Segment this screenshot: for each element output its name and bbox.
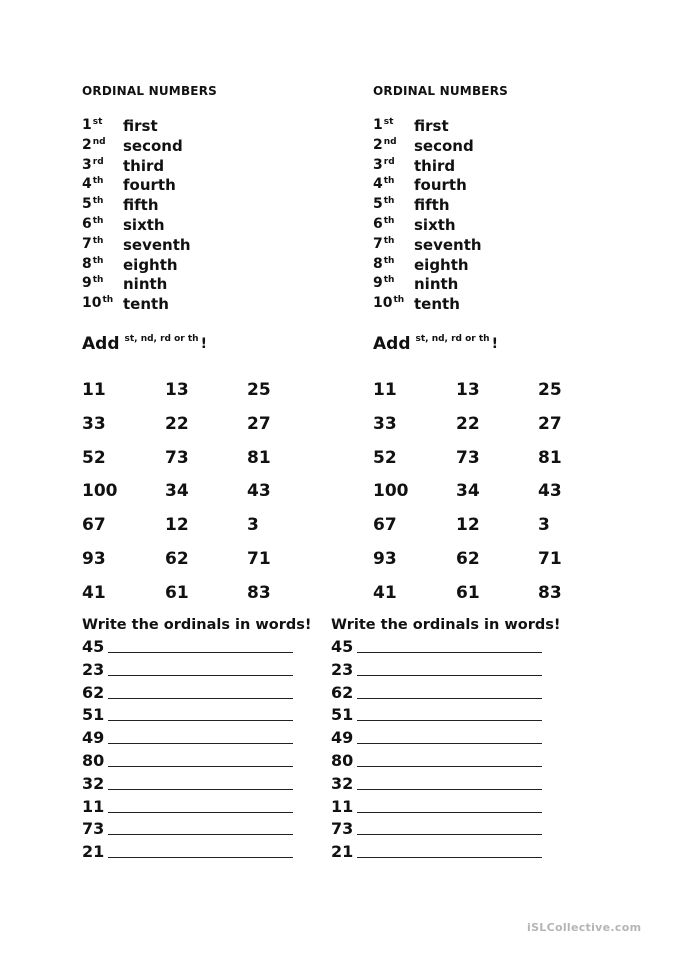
write-number: 62 <box>82 682 105 702</box>
ordinal-number <box>82 176 103 192</box>
ordinal-word: fourth <box>414 176 467 195</box>
grid-number: 34 <box>165 481 189 502</box>
grid-number: 62 <box>456 549 480 569</box>
ordinal-digit: 4 <box>373 176 383 193</box>
ordinal-suffix: th <box>102 295 114 306</box>
answer-blank-line[interactable] <box>357 698 542 699</box>
write-number: 23 <box>82 659 105 679</box>
ordinal-number <box>82 216 103 232</box>
add-suffix-options: st, nd, rd or th <box>124 334 199 344</box>
ordinal-word: second <box>123 136 183 155</box>
write-row <box>82 819 297 841</box>
write-row <box>82 660 297 682</box>
write-number: 45 <box>82 637 105 656</box>
ordinal-number <box>82 256 103 272</box>
ordinal-suffix: nd <box>92 136 106 147</box>
ordinal-digit: 3 <box>82 156 92 173</box>
answer-blank-line[interactable] <box>357 789 542 790</box>
grid-number: 73 <box>456 447 480 468</box>
grid-number: 22 <box>165 413 189 434</box>
ordinal-number <box>82 157 104 173</box>
grid-number: 83 <box>538 582 562 603</box>
ordinal-word: eighth <box>123 255 178 274</box>
ordinal-word: fourth <box>123 176 176 195</box>
grid-number: 25 <box>247 380 271 400</box>
write-row <box>331 751 546 773</box>
ordinal-digit: 7 <box>373 235 383 252</box>
grid-number: 41 <box>82 582 106 603</box>
ordinal-number <box>373 275 394 291</box>
grid-number: 22 <box>456 413 480 434</box>
answer-blank-line[interactable] <box>357 720 542 721</box>
ordinal-suffix: th <box>92 235 104 246</box>
add-instruction <box>82 334 207 354</box>
grid-number: 61 <box>165 582 189 603</box>
ordinal-suffix: nd <box>383 136 397 147</box>
write-section-title: Write the ordinals in words! <box>331 617 561 633</box>
write-number: 32 <box>331 773 354 793</box>
ordinal-word: ninth <box>414 275 459 294</box>
ordinal-word: tenth <box>414 295 460 314</box>
ordinal-number <box>373 196 394 212</box>
write-row <box>82 842 297 864</box>
ordinal-suffix: th <box>92 196 104 207</box>
ordinal-digit: 9 <box>373 275 383 292</box>
grid-number: 62 <box>165 549 189 569</box>
write-number: 80 <box>82 751 105 770</box>
ordinal-suffix: th <box>383 235 395 246</box>
write-section-title: Write the ordinals in words! <box>82 617 312 633</box>
write-number: 49 <box>331 728 354 748</box>
write-row <box>82 797 297 819</box>
write-number: 11 <box>82 796 105 816</box>
grid-number: 52 <box>373 447 397 468</box>
ordinal-word: second <box>414 136 474 155</box>
ordinal-digit: 2 <box>373 136 383 153</box>
ordinal-number <box>373 117 393 133</box>
grid-number: 52 <box>82 447 106 468</box>
ordinal-digit: 10 <box>82 295 102 312</box>
grid-number: 67 <box>82 515 106 536</box>
ordinal-word: sixth <box>123 216 165 234</box>
write-row <box>331 660 546 682</box>
answer-blank-line[interactable] <box>357 834 542 835</box>
ordinal-number <box>82 295 113 311</box>
ordinal-digit: 4 <box>82 176 92 193</box>
answer-blank-line[interactable] <box>357 675 542 676</box>
ordinal-digit: 3 <box>373 156 383 173</box>
grid-number: 13 <box>165 380 189 400</box>
write-row <box>331 705 546 727</box>
write-number: 73 <box>82 819 105 839</box>
grid-number: 71 <box>538 549 562 569</box>
add-label: Add <box>373 334 411 354</box>
ordinal-digit: 8 <box>82 255 92 272</box>
ordinal-word: sixth <box>414 216 456 234</box>
write-number: 51 <box>82 705 105 725</box>
answer-blank-line[interactable] <box>108 812 293 813</box>
grid-number: 11 <box>82 380 106 400</box>
grid-number: 81 <box>538 447 562 468</box>
answer-blank-line[interactable] <box>357 743 542 744</box>
ordinal-suffix: th <box>393 295 405 306</box>
ordinal-suffix: th <box>383 176 395 187</box>
write-row <box>331 637 546 659</box>
answer-blank-line[interactable] <box>108 834 293 835</box>
ordinal-word: tenth <box>123 295 169 314</box>
ordinal-suffix: rd <box>92 156 104 167</box>
grid-number: 100 <box>82 481 118 502</box>
add-instruction <box>373 334 498 354</box>
ordinal-number <box>373 157 395 173</box>
write-number: 21 <box>331 842 354 862</box>
ordinal-word: eighth <box>414 255 469 274</box>
answer-blank-line[interactable] <box>108 652 293 653</box>
ordinal-number <box>82 117 102 133</box>
ordinal-number <box>373 137 397 153</box>
ordinal-digit: 1 <box>373 117 383 133</box>
write-number: 51 <box>331 705 354 725</box>
write-number: 62 <box>331 682 354 702</box>
write-number: 11 <box>331 796 354 816</box>
grid-number: 12 <box>165 515 189 536</box>
grid-number: 27 <box>538 413 562 434</box>
answer-blank-line[interactable] <box>108 720 293 721</box>
answer-blank-line[interactable] <box>108 766 293 767</box>
grid-number: 33 <box>373 413 397 434</box>
ordinal-suffix: th <box>383 275 395 286</box>
answer-blank-line[interactable] <box>108 857 293 858</box>
ordinal-suffix: th <box>383 255 395 266</box>
answer-blank-line[interactable] <box>108 675 293 676</box>
write-row <box>82 705 297 727</box>
ordinal-number <box>373 176 394 192</box>
ordinal-digit: 8 <box>373 255 383 272</box>
write-number: 23 <box>331 659 354 679</box>
write-number: 80 <box>331 751 354 770</box>
ordinal-number <box>373 236 394 252</box>
write-row <box>331 842 546 864</box>
ordinal-digit: 5 <box>82 196 92 213</box>
ordinal-suffix: st <box>92 117 103 127</box>
ordinal-digit: 7 <box>82 235 92 252</box>
ordinal-number <box>373 256 394 272</box>
grid-number: 61 <box>456 582 480 603</box>
ordinal-word: seventh <box>123 235 191 254</box>
answer-blank-line[interactable] <box>357 812 542 813</box>
add-suffix-options: st, nd, rd or th <box>415 334 490 344</box>
answer-blank-line[interactable] <box>108 698 293 699</box>
worksheet-heading: ORDINAL NUMBERS <box>373 84 508 98</box>
grid-number: 83 <box>247 582 271 603</box>
ordinal-digit: 6 <box>373 216 383 232</box>
ordinal-word: third <box>123 156 165 175</box>
ordinal-word: fifth <box>414 196 450 215</box>
answer-blank-line[interactable] <box>357 857 542 858</box>
ordinal-number <box>373 295 404 311</box>
answer-blank-line[interactable] <box>108 789 293 790</box>
grid-number: 3 <box>538 515 550 536</box>
ordinal-word: fifth <box>123 196 159 215</box>
ordinal-number <box>82 196 103 212</box>
write-number: 21 <box>82 842 105 862</box>
grid-number: 67 <box>373 515 397 536</box>
write-number: 73 <box>331 819 354 839</box>
ordinal-digit: 10 <box>373 295 393 312</box>
ordinal-number <box>82 275 103 291</box>
write-row <box>331 774 546 796</box>
grid-number: 12 <box>456 515 480 536</box>
write-row <box>82 683 297 705</box>
ordinal-word: ninth <box>123 275 168 294</box>
write-row <box>331 728 546 750</box>
grid-number: 71 <box>247 549 271 569</box>
ordinal-word: first <box>123 117 158 135</box>
grid-number: 27 <box>247 413 271 434</box>
grid-number: 43 <box>247 481 271 502</box>
answer-blank-line[interactable] <box>357 766 542 767</box>
grid-number: 25 <box>538 380 562 400</box>
write-number: 49 <box>82 728 105 748</box>
ordinal-suffix: th <box>92 275 104 286</box>
write-row <box>82 637 297 659</box>
write-row <box>82 728 297 750</box>
ordinal-digit: 2 <box>82 136 92 153</box>
ordinal-number <box>82 236 103 252</box>
ordinal-suffix: th <box>383 216 395 226</box>
grid-number: 13 <box>456 380 480 400</box>
grid-number: 11 <box>373 380 397 400</box>
ordinal-suffix: th <box>92 216 104 226</box>
ordinal-digit: 1 <box>82 117 92 133</box>
ordinal-digit: 5 <box>373 196 383 213</box>
grid-number: 93 <box>373 549 397 569</box>
add-label: Add <box>82 334 120 354</box>
answer-blank-line[interactable] <box>108 743 293 744</box>
ordinal-number <box>82 137 106 153</box>
write-row <box>331 797 546 819</box>
write-row <box>82 774 297 796</box>
ordinal-word: third <box>414 156 456 175</box>
ordinal-word: seventh <box>414 235 482 254</box>
write-row <box>331 819 546 841</box>
ordinal-word: first <box>414 117 449 135</box>
ordinal-number <box>373 216 394 232</box>
ordinal-suffix: th <box>92 255 104 266</box>
grid-number: 43 <box>538 481 562 502</box>
grid-number: 100 <box>373 481 409 502</box>
add-exclamation: ! <box>200 336 207 352</box>
answer-blank-line[interactable] <box>357 652 542 653</box>
grid-number: 33 <box>82 413 106 434</box>
site-watermark: iSLCollective.com <box>527 921 642 934</box>
grid-number: 34 <box>456 481 480 502</box>
write-number: 32 <box>82 773 105 793</box>
write-row <box>82 751 297 773</box>
ordinal-suffix: th <box>383 196 395 207</box>
grid-number: 3 <box>247 515 259 536</box>
ordinal-suffix: th <box>92 176 104 187</box>
write-number: 45 <box>331 637 354 656</box>
ordinal-digit: 9 <box>82 275 92 292</box>
grid-number: 73 <box>165 447 189 468</box>
ordinal-digit: 6 <box>82 216 92 232</box>
ordinal-suffix: st <box>383 117 394 127</box>
grid-number: 41 <box>373 582 397 603</box>
add-exclamation: ! <box>491 336 498 352</box>
write-row <box>331 683 546 705</box>
grid-number: 93 <box>82 549 106 569</box>
grid-number: 81 <box>247 447 271 468</box>
ordinal-suffix: rd <box>383 156 395 167</box>
worksheet-heading: ORDINAL NUMBERS <box>82 84 217 98</box>
